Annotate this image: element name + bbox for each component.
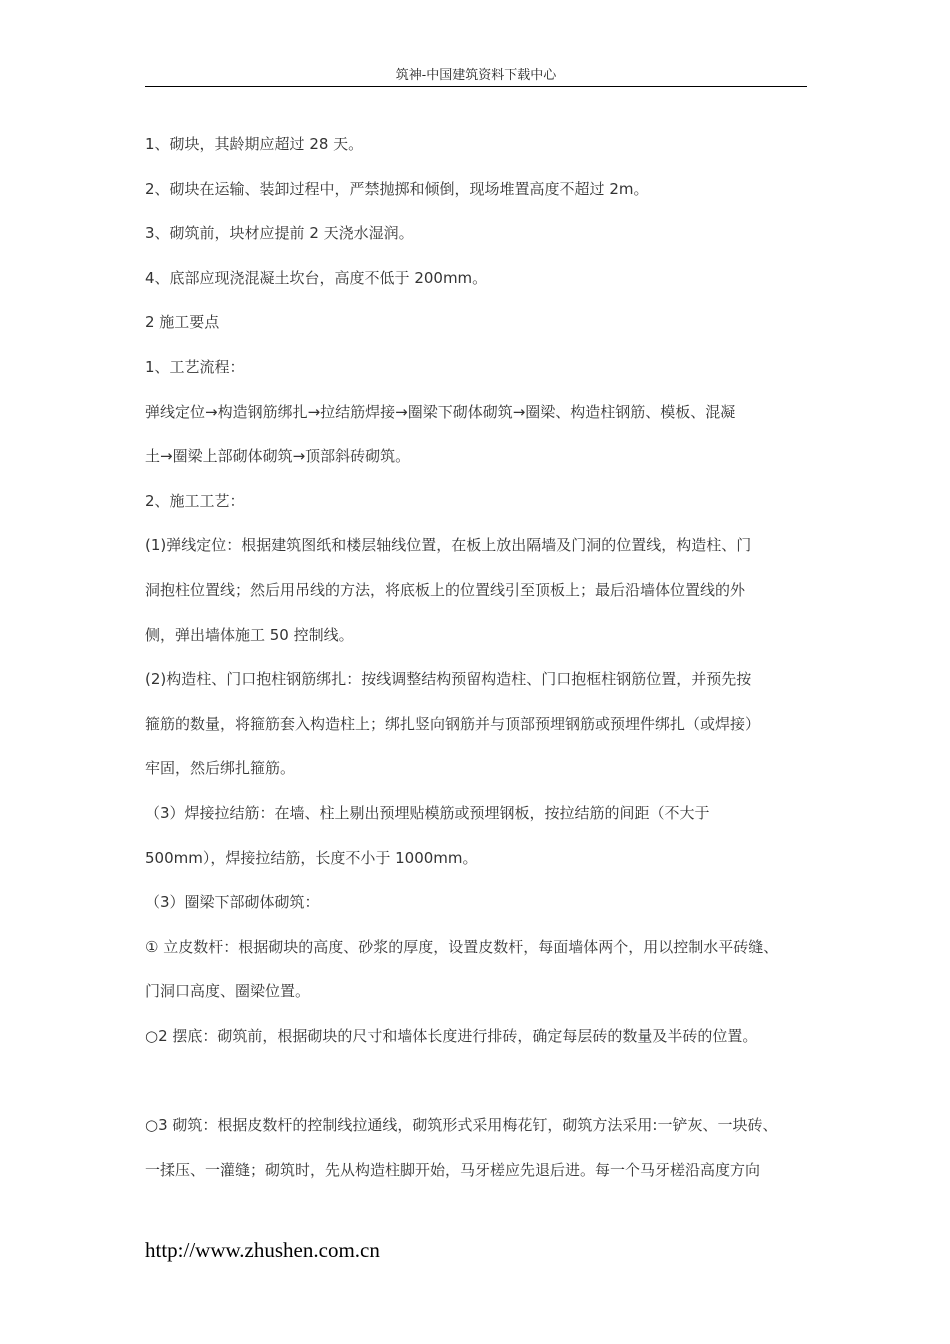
text-line: 门洞口高度、圈梁位置。	[145, 982, 311, 1001]
document-body	[145, 122, 817, 1192]
text-line: 500mm），焊接拉结筋，长度不小于 1000mm。	[145, 848, 478, 867]
text-line: 洞抱柱位置线；然后用吊线的方法，将底板上的位置线引至顶板上；最后沿墙体位置线的外	[145, 580, 746, 599]
text-line: ○2 摆底：砌筑前，根据砌块的尺寸和墙体长度进行排砖，确定每层砖的数量及半砖的位置。	[145, 1026, 758, 1045]
text-line: 4、底部应现浇混凝土坎台，高度不低于 200mm。	[145, 268, 488, 287]
text-line: 侧，弹出墙体施工 50 控制线。	[145, 625, 354, 644]
text-line: 牢固，然后绑扎箍筋。	[145, 759, 296, 778]
text-line: （3）圈梁下部砌体砌筑：	[145, 893, 320, 912]
text-line: 箍筋的数量，将箍筋套入构造柱上；绑扎竖向钢筋并与顶部预埋钢筋或预埋件绑扎（或焊接）	[145, 714, 761, 733]
text-line: 弹线定位→构造钢筋绑扎→拉结筋焊接→圈梁下砌体砌筑→圈梁、构造柱钢筋、模板、混凝	[145, 402, 736, 421]
page-header-title: 筑神-中国建筑资料下载中心	[395, 68, 557, 83]
text-line: (2)构造柱、门口抱柱钢筋绑扎：按线调整结构预留构造柱、门口抱框柱钢筋位置，并预先按	[145, 670, 752, 689]
header-divider	[145, 86, 807, 87]
footer-url: http://www.zhushen.com.cn	[145, 1238, 380, 1262]
text-line: (1)弹线定位：根据建筑图纸和楼层轴线位置，在板上放出隔墙及门洞的位置线，构造柱、门	[145, 536, 752, 555]
text-line: 1、砌块，其龄期应超过 28 天。	[145, 135, 364, 153]
text-line: 3、砌筑前，块材应提前 2 天浇水湿润。	[145, 224, 414, 243]
paragraph-spacer	[145, 1058, 817, 1103]
text-line: ○3 砌筑：根据皮数杆的控制线拉通线，砌筑形式采用梅花钉，砌筑方法采用:一铲灰、一块砖、	[145, 1116, 778, 1135]
text-line: ① 立皮数杆：根据砌块的高度、砂浆的厚度，设置皮数杆，每面墙体两个，用以控制水平砖缝、	[145, 937, 779, 956]
text-line: 1、工艺流程：	[145, 357, 245, 376]
text-line: （3）焊接拉结筋：在墙、柱上剔出预埋贴模筋或预埋钢板，按拉结筋的间距（不大于	[145, 803, 710, 822]
section-heading: 2 施工要点	[145, 313, 220, 332]
text-line: 2、施工工艺：	[145, 491, 245, 510]
text-line: 2、砌块在运输、装卸过程中，严禁抛掷和倾倒，现场堆置高度不超过 2m。	[145, 179, 649, 198]
text-line: 一揉压、一灌缝；砌筑时，先从构造柱脚开始，马牙槎应先退后进。每一个马牙槎沿高度方向	[145, 1160, 761, 1179]
text-line: 土→圈梁上部砌体砌筑→顶部斜砖砌筑。	[145, 447, 411, 466]
